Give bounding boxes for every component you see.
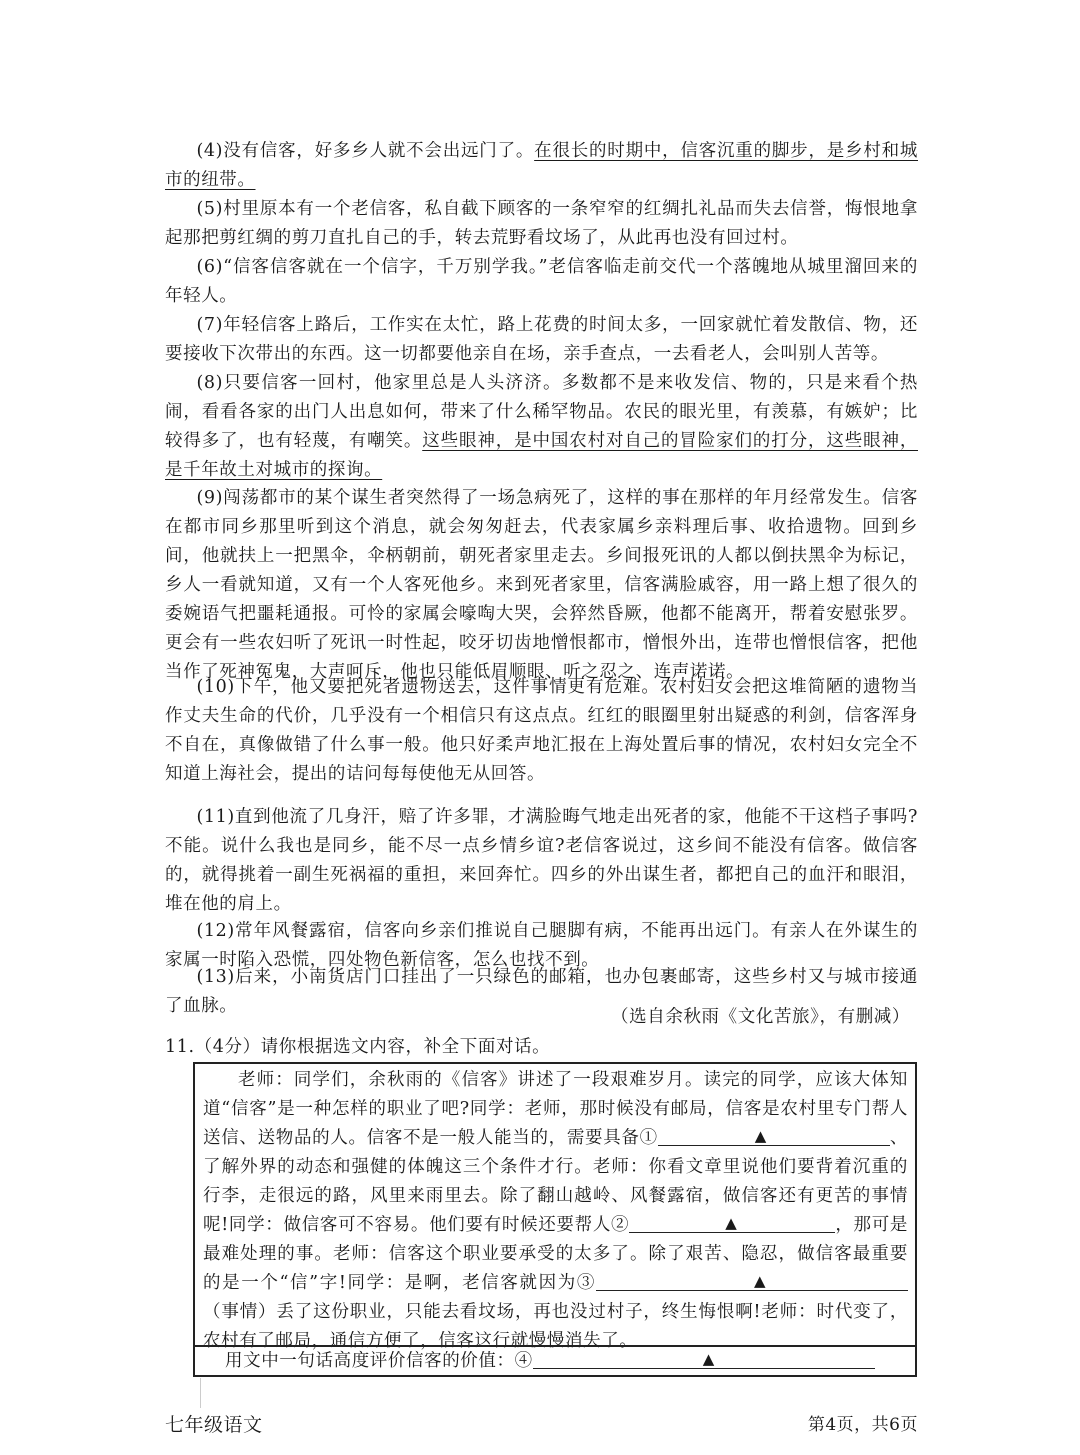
paragraph-4	[165, 137, 918, 195]
triangle-marker: ▲	[702, 1350, 715, 1368]
scan-mark	[200, 1378, 201, 1408]
paragraph-text: (8)只要信客一回村，他家里总是人头济济。多数都不是来收发信、物的，只是来看个热闹，看看各家的出门人出息如何，带来了什么稀罕物品。农民的眼光里，有羡慕，有嫉妒；比较得多了，也有轻蔑，有嘲笑。	[165, 373, 918, 451]
source-citation: （选自余秋雨《文化苦旅》，有删减）	[611, 1007, 910, 1027]
paragraph-text: (5)村里原本有一个老信客，私自截下顾客的一条窄窄的红绸扎礼品而失去信誉，悔恨地拿起那把剪红绸的剪刀直扎自己的手，转去荒野看坟场了，从此再也没有回过村。	[165, 199, 918, 248]
dialogue-part-1: 老师：同学们，余秋雨的《信客》讲述了一段艰难岁月。读完的同学，应该大体知道“信客”是一种怎样的职业了吧?同学：老师，那时候没有邮局，信客是农村里专门帮人送信、送物品的人。信客不是一般人能当的，需要具备①	[203, 1070, 908, 1148]
paragraph-text: (4)没有信客，好多乡人就不会出远门了。	[196, 141, 535, 161]
dialogue-part-2: 、了解外界的动态和强健的体魄这三个条件才行。老师：你看文章里说他们要背着沉重的行李，走很远的路，风里来雨里去。除了翻山越岭、风餐露宿，做信客还有更苦的事情呢!同学：做信客可不容易。他们要有时候还要帮人②	[203, 1128, 908, 1235]
paragraph-6	[165, 253, 918, 311]
paragraph-7	[165, 311, 918, 369]
question-11-heading: 11.（4分）请你根据选文内容，补全下面对话。	[165, 1037, 551, 1057]
paragraph-text: (6)“信客信客就在一个信字，千万别学我。”老信客临走前交代一个落魄地从城里溜回来的年轻人。	[165, 257, 918, 306]
dialogue-part-4: （事情）丢了这份职业，只能去看坟场，再也没过村子，终生悔恨啊!老师：时代变了，农村有了邮局，通信方便了，信客这行就慢慢消失了。	[203, 1302, 908, 1351]
paragraph-text: (13)后来，小南货店门口挂出了一只绿色的邮箱，也办包裹邮寄，这些乡村又与城市接通了血脉。	[165, 967, 918, 1016]
answer-blank-3[interactable]	[596, 1270, 908, 1291]
dialogue-text	[203, 1066, 908, 1356]
paragraph-8	[165, 369, 918, 485]
triangle-marker: ▲	[725, 1214, 738, 1232]
paragraph-text: (7)年轻信客上路后，工作实在太忙，路上花费的时间太多，一回家就忙着发散信、物，还要接收下次带出的东西。这一切都要他亲自在场，亲手查点，一去看老人，会叫别人苦等。	[165, 315, 918, 364]
footer-page-number: 第4页，共6页	[807, 1415, 918, 1435]
answer-row-4	[193, 1345, 917, 1377]
paragraph-text: (11)直到他流了几身汗，赔了许多罪，才满脸晦气地走出死者的家，他能不干这档子事吗?不能。说什么我也是同乡，能不尽一点乡情乡谊?老信客说过，这乡间不能没有信客。做信客的，就得挑着一副生死祸福的重担，来回奔忙。四乡的外出谋生者，都把自己的血汗和眼泪，堆在他的肩上。	[165, 807, 918, 914]
dialogue-box	[193, 1062, 917, 1377]
footer-subject: 七年级语文	[165, 1414, 263, 1436]
paragraph-11	[165, 803, 918, 919]
paragraph-text: (9)闯荡都市的某个谋生者突然得了一场急病死了，这样的事在那样的年月经常发生。信客在都市同乡那里听到这个消息，就会匆匆赶去，代表家属乡亲料理后事、收拾遗物。回到乡间，他就扶上一把黑伞，伞柄朝前，朝死者家里走去。乡间报死讯的人都以倒扶黑伞为标记，乡人一看就知道，又有一个人客死他乡。来到死者家里，信客满脸戚容，用一路上想了很久的委婉语气把噩耗通报。可怜的家属会嚎啕大哭，会猝然昏厥，他都不能离开，帮着安慰张罗。更会有一些农妇听了死讯一时性起，咬牙切齿地憎恨都市，憎恨外出，连带也憎恨信客，把他当作了死神冤鬼，大声呵斥，他也只能低眉顺眼、听之忍之、连声诺诺。	[165, 488, 918, 682]
paragraph-5	[165, 195, 918, 253]
underlined-sentence: 在很长的时期中，信客沉重的脚步，是乡村和城市的纽带。	[165, 141, 918, 190]
answer-blank-4[interactable]	[533, 1348, 875, 1369]
underlined-sentence: 这些眼神，是中国农村对自己的冒险家们的打分，这些眼神，是千年故土对城市的探询。	[165, 431, 918, 480]
answer-blank-1[interactable]	[658, 1125, 890, 1146]
paragraph-9	[165, 484, 918, 687]
answer-row-label: 用文中一句话高度评价信客的价值：④	[225, 1351, 533, 1371]
answer-blank-2[interactable]	[629, 1212, 835, 1233]
dialogue-part-3: ，那可是最难处理的事。老师：信客这个职业要承受的太多了。除了艰苦、隐忍，做信客最重要的是一个“信”字!同学：是啊，老信客就因为③	[203, 1215, 908, 1293]
triangle-marker: ▲	[754, 1272, 767, 1290]
triangle-marker: ▲	[754, 1127, 767, 1145]
paragraph-text: (10)下午，他又要把死者遗物送去，这件事情更有危难。农村妇女会把这堆简陋的遗物当作丈夫生命的代价，几乎没有一个相信只有这点点。红红的眼圈里射出疑惑的利剑，信客浑身不自在，真像做错了什么事一般。他只好柔声地汇报在上海处置后事的情况，农村妇女完全不知道上海社会，提出的诘问每每使他无从回答。	[165, 677, 918, 784]
paragraph-10	[165, 673, 918, 789]
paragraph-text: (12)常年风餐露宿，信客向乡亲们推说自己腿脚有病，不能再出远门。有亲人在外谋生的家属一时陷入恐慌，四处物色新信客，怎么也找不到。	[165, 921, 918, 970]
